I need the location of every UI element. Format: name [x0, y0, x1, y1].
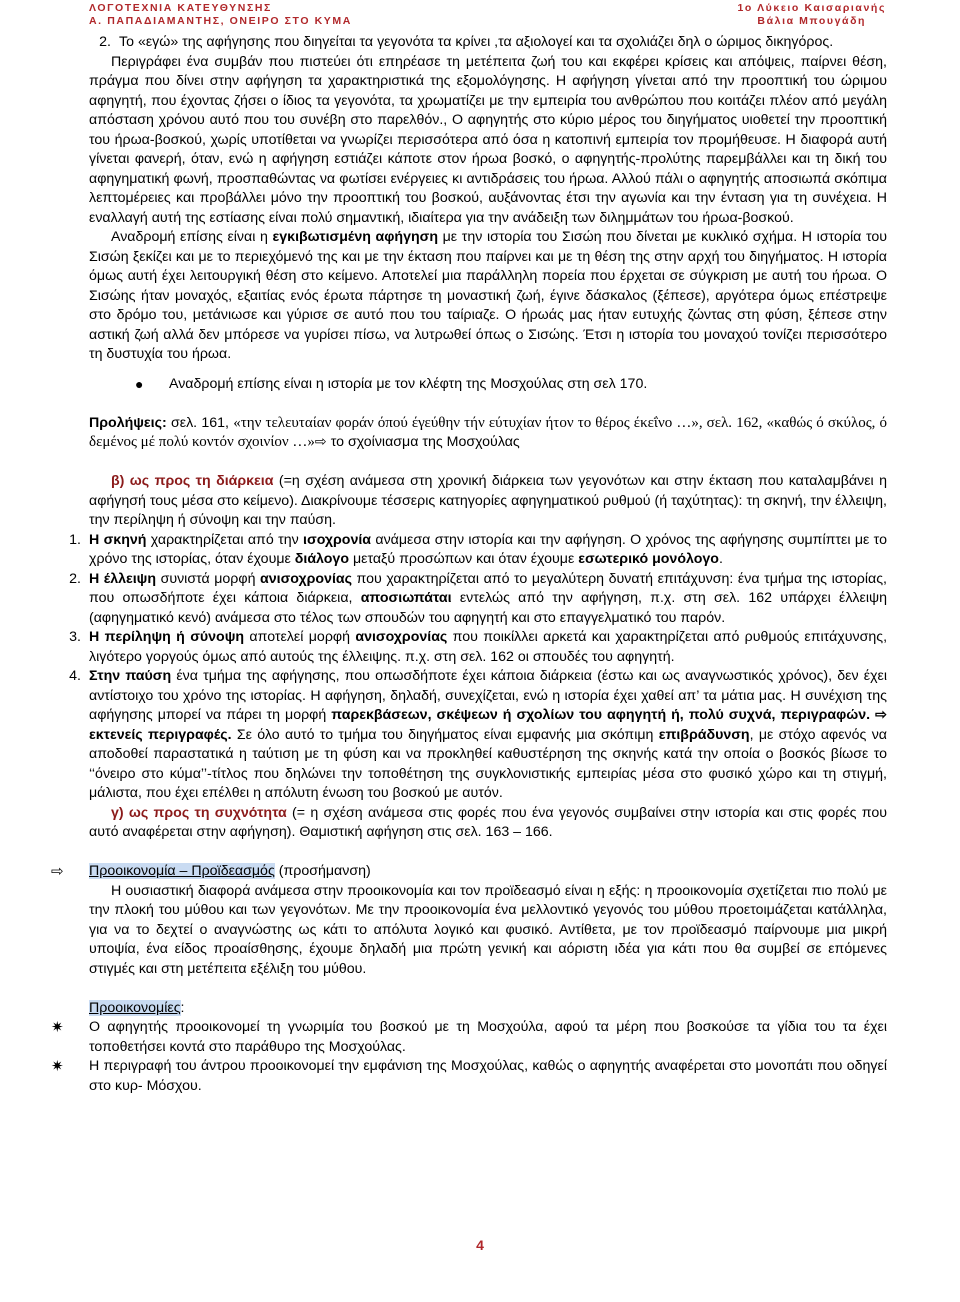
frequency-paragraph — [89, 804, 887, 843]
subject-title: ΛΟΓΟΤΕΧΝΙΑ ΚΑΤΕΥΘΥΝΣΗΣ — [89, 2, 272, 14]
prolepsis-label: Προλήψεις: — [89, 414, 167, 431]
text-span: που χαρακτηρίζεται από το μεγαλύτερη δυνατή επιτάχυνση: ένα τμήμα της ιστορίας, που οπωσδήποτε έχει κάποια διάρκεια, — [89, 570, 887, 606]
frequency-heading: γ) ως προς τη συχνότητα — [111, 804, 287, 821]
text-span: ένα τμήμα της αφήγησης, που οπωσδήποτε έχει κάποια διάρκεια (έστω και ως αναγνωστικός χρόνος), δεν έχει αντίστοιχο του χρόνο της ιστορίας. Η αφήγηση, δηλαδή, συνεχίζεται, ενώ η ιστορία έχει χαθεί απ’ τα μάτια μας. Η συνέχιση της αφήγησης μπορεί να πάρει τη μορφή — [89, 668, 887, 723]
text-span: με την ιστορία του Σισώη που δίνεται με κυκλικό σχήμα. Η ιστορία του Σισώη ξεκίζει και με το περιεχόμενό της και με την έκταση που παίρνει και με τη θέση της στην αρχή του διηγήματος. Η ιστορία όμως αυτή έχει λειτουργική θέση στο κείμενο. Αποτελεί μια παράλληλη πορεία που έρχεται σε σύγκριση με αυτή του ήρωα. Ο Σισώης ήταν μοναχός, εξαιτίας ενός έρωτα πάρτησε τη μοναστική ζωή, έγινε δάσκαλος (ξέπεσε), αργότερα όμως επέστρεψε στο δρόμο του, μετάνιωσε και γύρισε σε αυτό που του ταίριαζε. Ο ήρωάς μας ήταν ευτυχής ζώντας στη φύση, ξέπεσε στην αστική ζωή αλλά δεν μπόρεσε να γυρίσει πίσω, να λυτρωθεί όπως ο Σισώης. Έτσι η ιστορία του μοναχού τονίζει περισσότερο τη δυστυχία του ήρωα. — [89, 229, 887, 362]
list-item — [69, 570, 887, 629]
bold-term: ανισοχρονίας — [355, 629, 448, 645]
item-2 — [89, 33, 887, 53]
text-span: (= η σχέση ανάμεσα στις φορές που ένα γεγονός συμβαίνει στην ιστορία και στις φορές που αυτό αναφέρεται στην αφήγηση). Θαμιστική αφήγηση στις σελ. 163 – 166. — [89, 804, 887, 840]
quote-text: «την τελευταίαν φοράν όπού έγεύθην τήν εύτυχίαν ήτον το θέρος έκεΐνο …», σελ. 162, «καθώς ό σκύλος, ό δεμένος μέ πολύ κοντόν σχοινίον …» — [89, 414, 887, 450]
item-text: Η περιγραφή του άντρου προοικονομεί την εμφάνιση της Μοσχούλας, καθώς ο αφηγητής αναφέρεται στο μονοπάτι που οδηγεί στο κυρ- Μόσχου. — [89, 1058, 887, 1094]
paragraph-narrator — [89, 53, 887, 229]
text-span: ανάμεσα στην ιστορία και την αφήγηση. Ο χρόνος της αφήγησης συμπίπτει με το χρόνο της ιστορίας, όταν έχουμε — [89, 531, 887, 567]
item-number: 1. — [69, 531, 81, 548]
text-span: : — [180, 999, 185, 1016]
bold-term: διάλογο — [294, 551, 349, 567]
text-span: που ποικίλλει αρκετά και χαρακτηρίζεται από ρυθμούς επιτάχυνσης, λιγότερο γοργούς όμως από αυτούς της έλλειψης. π.χ. στη σελ. 162 οι σπουδές του αφηγητή. — [89, 629, 888, 665]
item-number: 4. — [69, 668, 81, 684]
page-body — [51, 33, 888, 1096]
text-span: . — [718, 551, 723, 567]
text-span: σελ. 161, — [166, 414, 234, 431]
text-span: Περιγράφει ένα συμβάν που πιστεύει ότι επηρέασε τη μετέπειτα ζωή του και εκφέρει κρίσεις και απόψεις, παίρνει θέση, πράγμα που δίνει στην αφήγηση τα χαρακτηριστικά της εξομολόγησης. Η αφήγηση γίνεται από την προοπτική του ώριμου αφηγητή, που έχοντας ζήσει ο ίδιος τα γεγονότα, τα χρωματίζει με την εμπειρία του ανθρώπου που κοιτάζει πλέον από μεγάλη απόσταση χρόνου αυτό που του συνέβη στο παρελθόν. — [89, 53, 887, 128]
text-span: το σχοίνιασμα της Μοσχούλας — [326, 434, 520, 450]
text-span: συνιστά μορφή — [156, 570, 261, 587]
bold-term: Η έλλειψη — [89, 570, 157, 587]
bold-term: ισοχρονία — [303, 531, 372, 548]
bullet-icon: ● — [135, 375, 144, 392]
school-name: 1ο Λύκειο Καισαριανής — [737, 2, 886, 14]
header-left — [89, 2, 352, 28]
bullet-text: Αναδρομή επίσης είναι η ιστορία με τον κλέφτη της Μοσχούλας στη σελ 170. — [169, 375, 648, 392]
text-span: , με στόχο αφενός να αποδοθεί παραστατικά η ταύτιση με τη φύση και να προκληθεί καθυστέρηση της σκηνής κατά την οποία ο βοσκός βίωσε το ‘‘όνειρο στο κύμα’’-τίτλος που δηλώνει την τοποθέτηση της συγκλονιστικής εμπειρίας μέσα στο φυσικό χώρο και τη στιγμή, μάλιστα, που έχει επέλθει η απόλυτη ένωση του βοσκού με αυτόν. — [89, 726, 887, 801]
foreshadow-title: Προοικονομία – Προϊδεασμός — [89, 863, 275, 879]
duration-heading: β) ως προς τη διάρκεια — [111, 473, 274, 489]
list-item — [69, 531, 887, 570]
text-span: (=η σχέση ανάμεσα στη χρονική διάρκεια των γεγονότων και στην έκταση που καταλαμβάνει η αφήγησή τους μέσα στο κείμενο). Διακρίνουμε τέσσερις κατηγορίες αφηγηματικού ρυθμού (ή ταχύτητας): τη σκηνή, την έλλειψη, την περίληψη ή σύνοψη και την παύση. — [89, 473, 887, 528]
text-span: αποτελεί μορφή — [244, 629, 356, 645]
foreshadow-paragraph: Η ουσιαστική διαφορά ανάμεσα στην προοικονομία και τον προϊδεασμό είναι η εξής: η προοικονομία σχετίζεται πιο πολύ με την πλοκή του μύθου και των γεγονότων. Με την προοικονομία ένα μελλοντικό γεγονός του μύθου προετοιμάζεται κατάλληλα, για να το δεχτεί ο αναγνώστης ως κάτι το απόλυτα λογικό και φυσικό. Αντίθετα, με τον προϊδεασμό παίρνουμε μια μικρή υποψία, ένα είδος προαίσθησης, έχουμε δηλαδή μια πρώτη γενική και αόριστη ιδέα για κάτι που θα συμβεί σε επόμενες στιγμές και στη μετέπειτα εξέλιξη του μύθου. — [89, 882, 887, 977]
text-span: χαρακτηρίζεται από την — [146, 531, 304, 548]
duration-paragraph — [89, 472, 887, 531]
list-item — [69, 667, 888, 804]
prooik-heading — [89, 999, 887, 1019]
text-span: Αναδρομή επίσης είναι η — [111, 229, 273, 245]
item-number: 3. — [69, 629, 81, 645]
bullet-item — [89, 375, 887, 395]
arrow-icon: ⇨ — [314, 434, 327, 450]
bold-term: Η περίληψη ή σύνοψη — [89, 629, 245, 645]
bold-term: παρεκβάσεων, σκέψεων ή σχολίων του αφηγητή ή, πολύ συχνά, περιγραφών. ⇨ εκτενείς περιγραφές. — [89, 707, 888, 743]
arrow-icon: ⇨ — [51, 863, 64, 880]
text-span: μεταξύ προσώπων και όταν έχουμε — [349, 551, 579, 567]
paragraph-embedded-narrative — [89, 228, 887, 365]
text-span: Σε όλο αυτό το τμήμα του διηγήματος είναι εμφανής μια σκόπιμη — [231, 726, 659, 743]
item-text: Ο αφηγητής προοικονομεί τη γνωριμία του βοσκού με τη Μοσχούλα, αφού τα μέρη που βοσκούσε τα γίδια του τα έχει τοποθετήσει κοντά στο παράθυρο της Μοσχούλας. — [89, 1019, 887, 1055]
asterisk-icon: ✷ — [51, 1019, 64, 1036]
bold-term: εγκιβωτισμένη αφήγηση — [272, 229, 438, 245]
bold-term: εσωτερικό μονόλογο — [578, 551, 719, 567]
list-item — [69, 628, 888, 667]
bold-term: επιβράδυνση — [658, 726, 750, 743]
text-span: , Ο αφηγητής στο κύριο μέρος του διηγήματος υιοθετεί την προοπτική του ήρωα-βοσκού, χωρίς υποτίθεται να γνωρίζει περισσότερα από όσα η κατοπινή εμπειρία τον προμήθευσε. Η διαφορά αυτή γίνεται φανερή, όταν, ενώ η αφήγηση εστιάζει κάποτε στον ήρωα βοσκό, ο αφηγητής-προλύτης παρεμβάλλει και τη δική του αφηγηματική φωνή, προσπαθώντας να φωτίσει ενέργειες κι αντιδράσεις του ήρωα. Αλλού πάλι ο αφηγητής αποσιωπά σκόπιμα λεπτομέρειες και προβάλλει μόνο την προοπτική του βοσκού, αυξάνοντας έτσι την αγωνία και την ένταση για τη συνέχεια. Η εναλλαγή αυτή της εστίασης είναι πολύ σημαντική, ιδιαίτερα για την ανάδειξη των διλημμάτων του ήρωα-βοσκού. — [89, 112, 887, 226]
item-number: 2. — [99, 34, 111, 50]
text-span: εντελώς από την αφήγηση, π.χ. στη σελ. 162 υπάρχει έλλειψη (αφηγηματικό κενό) ανάμεσα στο τέλος των σπουδών του αφηγητή και στο επαγγελματικό του παρόν. — [89, 590, 887, 626]
bold-term: Η σκηνή — [89, 531, 147, 548]
bold-term: αποσιωπάται — [360, 590, 452, 606]
page-number: 4 — [476, 1237, 484, 1253]
item-text: Το «εγώ» της αφήγησης που διηγείται τα γεγονότα τα κρίνει ,τα αξιολογεί και τα σχολιάζει δηλ ο ώριμος δικηγόρος. — [119, 34, 834, 50]
prooik-title: Προοικονομίες — [89, 999, 181, 1016]
bold-term: Στην παύση — [89, 668, 172, 684]
item-number: 2. — [69, 570, 81, 587]
list-item — [51, 1018, 887, 1057]
bold-term: ανισοχρονίας — [260, 570, 352, 587]
text-span: (προσήμανση) — [274, 863, 371, 879]
header-right — [737, 2, 886, 28]
prolepsis-paragraph — [89, 414, 887, 453]
author-name: Βάλια Μπουγάδη — [757, 15, 867, 27]
asterisk-icon: ✷ — [51, 1058, 64, 1075]
list-item — [51, 1057, 887, 1096]
work-title: Α. ΠΑΠΑΔΙΑΜΑΝΤΗΣ, ΟΝΕΙΡΟ ΣΤΟ ΚΥΜΑ — [89, 15, 352, 27]
foreshadow-heading — [51, 862, 887, 882]
